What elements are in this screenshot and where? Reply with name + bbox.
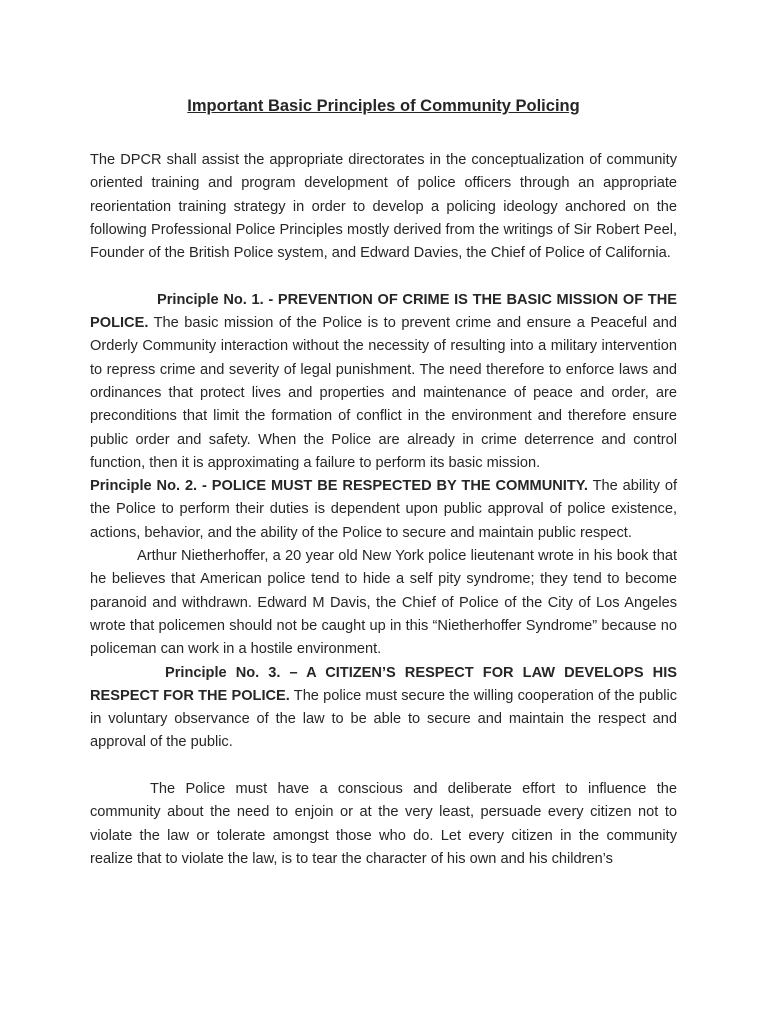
intro-paragraph: The DPCR shall assist the appropriate directorates in the conceptualization of community oriented training and program development of police officers through an appropriate reorientation training strategy in order to develop a policing ideology anchored on the following Professional Police Principles mostly derived from the writings of Sir Robert Peel, Founder of the British Police system, and Edward Davies, the Chief of Police of California. — [90, 152, 677, 262]
niederhoffer-paragraph: Arthur Nietherhoffer, a 20 year old New York police lieutenant wrote in his book that he believes that American police tend to hide a self pity syndrome; they tend to become paranoid and withdrawn. Edward M Davis, the Chief of Police of the City of Los Angeles wrote that policemen should not be caught up in this “Nietherhoffer Syndrome” because no policeman can work in a hostile environment. — [90, 548, 677, 658]
closing-paragraph: The Police must have a conscious and deliberate effort to influence the community about the need to enjoin or at the very least, persuade every citizen not to violate the law or tolerate amongst those who do. Let every citizen in the community realize that to violate the law, is to tear the character of his own and his children’s — [90, 781, 677, 867]
document-title: Important Basic Principles of Community Policing — [187, 97, 580, 115]
principle-1-body: The basic mission of the Police is to prevent crime and ensure a Peaceful and Orderly Community interaction without the necessity of resulting into a military intervention to repress crime and severity of legal punishment. The need therefore to enforce laws and ordinances that protect lives and properties and maintenance of peace and order, are preconditions that limit the formation of conflict in the environment and therefore ensure public order and safety. When the Police are already in crime deterrence and control function, then it is approximating a failure to perform its basic mission. — [90, 315, 677, 471]
paragraph-gap — [90, 755, 677, 778]
principle-1-paragraph — [90, 289, 677, 475]
principle-3-paragraph — [90, 662, 677, 755]
principle-2-heading: Principle No. 2. - POLICE MUST BE RESPECTED BY THE COMMUNITY. — [90, 478, 588, 495]
paragraph-gap — [90, 265, 677, 288]
principle-2-body: The ability of the Police to perform their duties is dependent upon public approval of police existence, actions, behavior, and the ability of the Police to secure and maintain public respect. — [90, 478, 677, 541]
principle-1-heading: Principle No. 1. - PREVENTION OF CRIME IS THE BASIC MISSION OF THE POLICE. — [90, 291, 677, 332]
principle-3-heading: Principle No. 3. – A CITIZEN’S RESPECT FOR LAW DEVELOPS HIS RESPECT FOR THE POLICE. — [90, 664, 677, 704]
principle-2-paragraph — [90, 475, 677, 545]
document-page — [90, 95, 677, 871]
principle-3-body: The police must secure the willing cooperation of the public in voluntary observance of the law to be able to secure and maintain the respect and approval of the public. — [90, 687, 678, 751]
